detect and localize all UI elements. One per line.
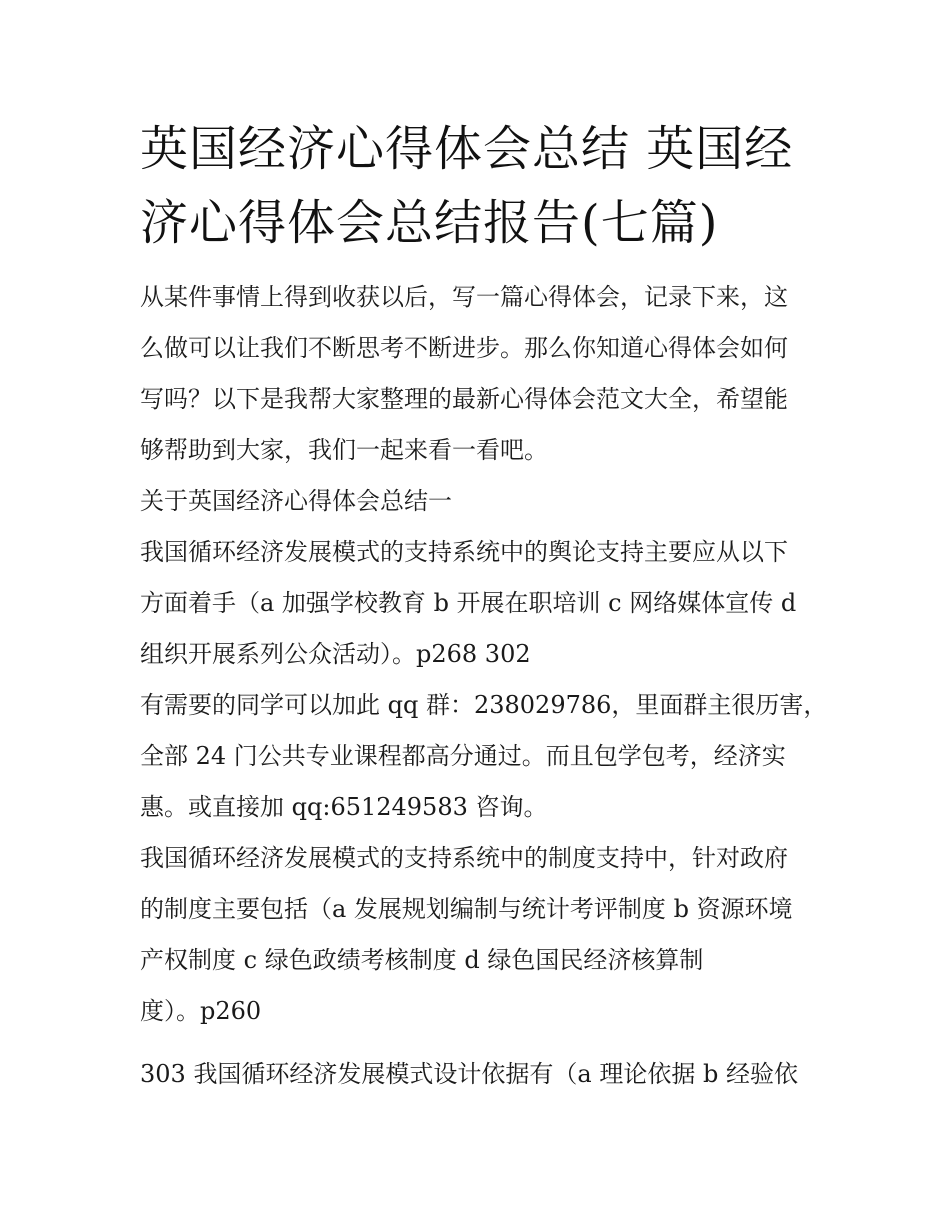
text-line: 方面着手（a 加强学校教育 b 开展在职培训 c 网络媒体宣传 d [140, 589, 797, 617]
paragraph-design-basis [140, 1049, 815, 1100]
text-line: 够帮助到大家，我们一起来看一看吧。 [140, 436, 548, 464]
text-line: 我国循环经济发展模式的支持系统中的舆论支持主要应从以下 [140, 538, 788, 566]
paragraph-qq-group [140, 680, 828, 833]
text-line: 全部 24 门公共专业课程都高分通过。而且包学包考，经济实 [140, 742, 786, 770]
text-line: 惠。或直接加 qq:651249583 咨询。 [140, 793, 548, 821]
title-line: 济心得体会总结报告(七篇) [140, 195, 719, 251]
paragraph-public-opinion [140, 527, 815, 680]
text-line: 我国循环经济发展模式的支持系统中的制度支持中，针对政府 [140, 844, 788, 872]
text-line: 度）。p260 [140, 997, 262, 1025]
paragraph-institutional-support [140, 833, 815, 1037]
section-heading: 关于英国经济心得体会总结一 [140, 487, 452, 515]
text-line: 有需要的同学可以加此 qq 群：238029786，里面群主很历害， [140, 691, 828, 719]
text-line: 的制度主要包括（a 发展规划编制与统计考评制度 b 资源环境 [140, 895, 793, 923]
text-line: 从某件事情上得到收获以后，写一篇心得体会，记录下来，这 [140, 283, 788, 311]
text-line: 组织开展系列公众活动）。p268 302 [140, 640, 531, 668]
document-title [140, 112, 815, 260]
paragraph-spacer [140, 1037, 815, 1049]
text-line: 产权制度 c 绿色政绩考核制度 d 绿色国民经济核算制 [140, 946, 704, 974]
text-line: 么做可以让我们不断思考不断进步。那么你知道心得体会如何 [140, 334, 788, 362]
intro-paragraph [140, 272, 815, 476]
document-page [140, 112, 828, 1100]
text-line: 303 我国循环经济发展模式设计依据有（a 理论依据 b 经验依 [140, 1060, 798, 1088]
text-line: 写吗？以下是我帮大家整理的最新心得体会范文大全，希望能 [140, 385, 788, 413]
title-line: 英国经济心得体会总结 英国经 [140, 121, 794, 177]
